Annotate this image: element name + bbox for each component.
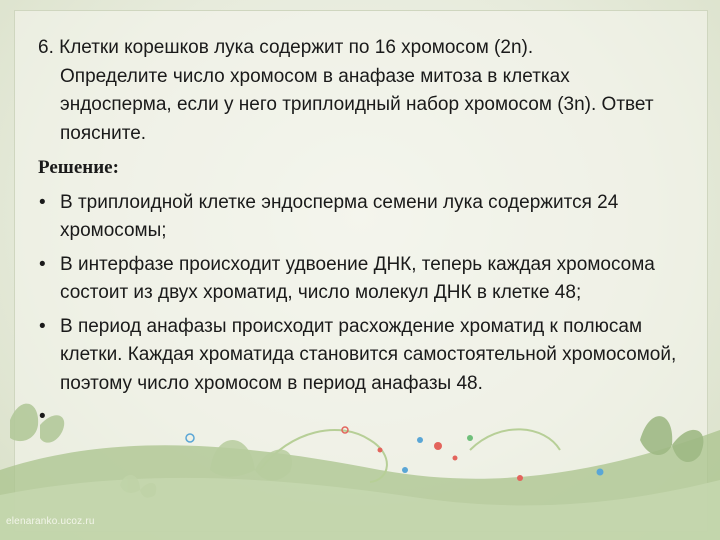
bullet-icon: • (39, 315, 46, 337)
bullet-icon: • (39, 191, 46, 213)
watermark-text: elenaranko.ucoz.ru (6, 516, 95, 527)
task-number: 6. (38, 37, 54, 58)
list-item-text: В триплоидной клетке эндосперма семени лука содержится 24 хромосомы; (60, 191, 619, 241)
list-item-text: В период анафазы происходит расхождение хроматид к полюсам клетки. Каждая хроматида становится самостоятельной хромосомой, поэтому число хромосом в период анафазы 48. (60, 315, 677, 394)
slide-content (38, 34, 678, 427)
vine (470, 429, 560, 450)
decor-dot (453, 456, 458, 461)
decor-dot (434, 442, 442, 450)
decor-dot (186, 434, 194, 442)
bullet-icon: • (39, 406, 46, 427)
solution-list (38, 189, 678, 427)
decor-dot (517, 475, 523, 481)
bullet-icon: • (39, 253, 46, 275)
decor-dot (467, 435, 473, 441)
decor-dot (402, 467, 408, 473)
solution-heading: Решение: (38, 157, 119, 178)
task-continuation: Определите число хромосом в анафазе митоза в клетках эндосперма, если у него триплоидный набор хромосом (3n). Ответ поясните. (60, 65, 654, 144)
list-item (38, 313, 678, 399)
task-first-line: Клетки корешков лука содержит по 16 хромосом (2n). (59, 37, 534, 58)
list-item (38, 251, 678, 308)
decor-dot (378, 448, 383, 453)
list-item-text: В интерфазе происходит удвоение ДНК, теперь каждая хромосома состоит из двух хроматид, число молекул ДНК в клетке 48; (60, 253, 655, 303)
decor-dot (417, 437, 423, 443)
decor-dot (597, 469, 604, 476)
butterfly-left (10, 404, 64, 443)
list-item (38, 189, 678, 246)
task-text (38, 34, 678, 148)
